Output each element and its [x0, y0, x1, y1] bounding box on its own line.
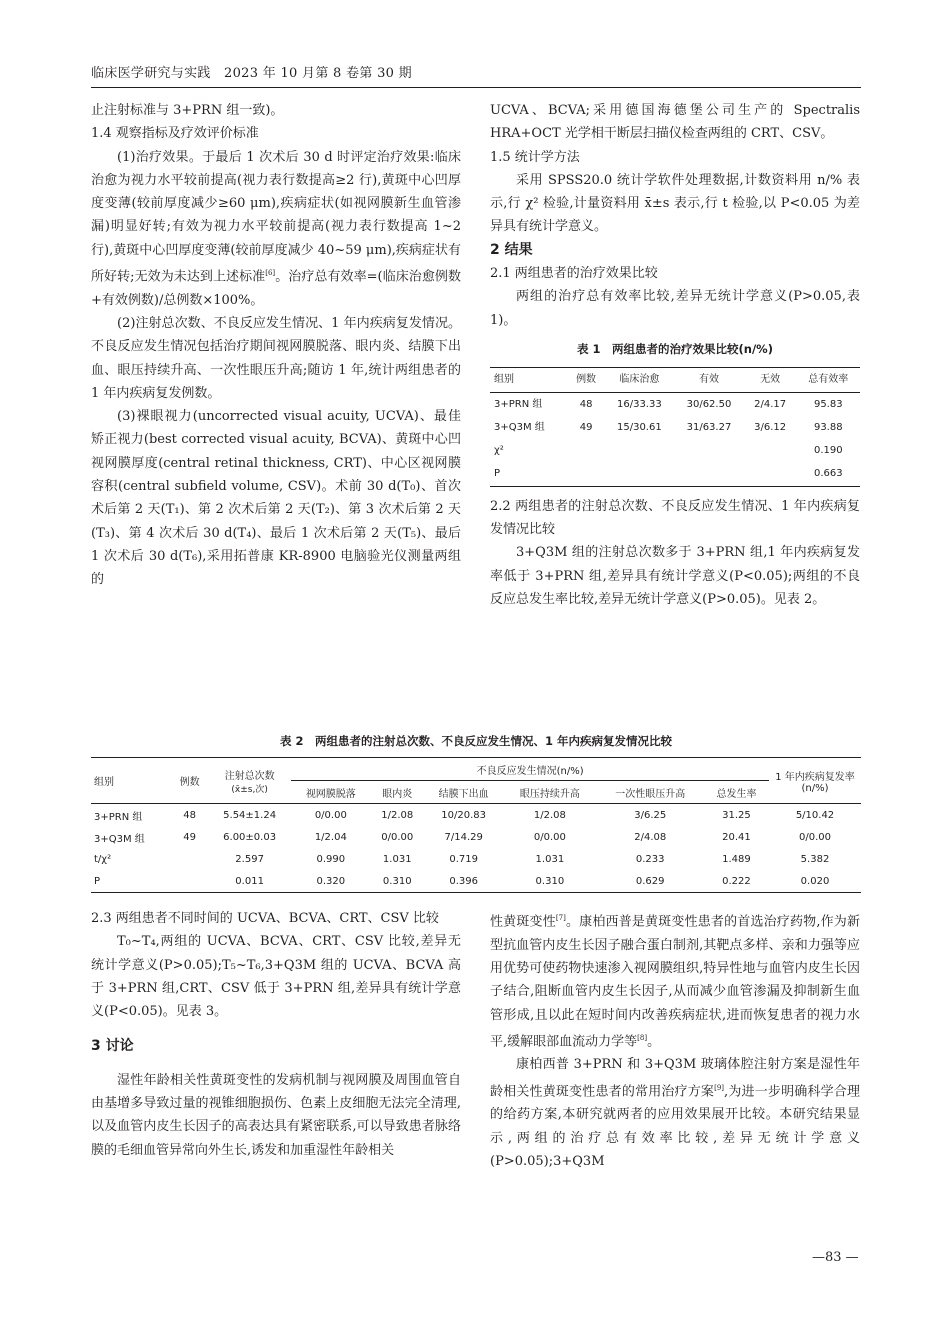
- table2-header: 1 年内疾病复发率(n/%): [769, 758, 861, 804]
- paragraph: T₀~T₄,两组的 UCVA、BCVA、CRT、CSV 比较,差异无统计学意义(P>0.05);T₅~T₆,3+Q3M 组的 UCVA、BCVA 高于 3+PRN 组,CRT、CSV 低于 3+PRN 组,差异具有统计学意义(P<0.05)。见表 3。: [91, 934, 461, 1020]
- table-cell: P: [94, 875, 101, 887]
- table-cell: 5.382: [800, 853, 830, 865]
- paragraph: (2)注射总次数、不良反应发生情况、1 年内疾病复发情况。不良反应发生情况包括治疗期间视网膜脱落、眼内炎、结膜下出血、眼压持续升高、一次性眼压升高;随访 1 年,统计两组患者的 1 年内疾病复发例数。: [91, 316, 461, 401]
- table1-header: 临床治愈: [619, 374, 660, 386]
- table-row: [91, 804, 861, 827]
- table-cell: 0.233: [635, 853, 665, 865]
- table1-header: 无效: [760, 374, 781, 386]
- table2-block: [91, 733, 861, 893]
- table-cell: [171, 848, 208, 870]
- table2-header: 不良反应发生情况(n/%): [291, 758, 769, 781]
- table-cell: [605, 462, 675, 486]
- table-cell: [674, 439, 744, 462]
- table-cell: 0.320: [316, 875, 346, 887]
- section-heading-3: 3 讨论: [91, 1038, 134, 1055]
- paragraph: 止注射标准与 3+PRN 组一致)。: [91, 103, 284, 118]
- table1-header: 有效: [698, 374, 719, 386]
- table2-subheader: 视网膜脱落: [305, 788, 356, 800]
- paragraph: [490, 1053, 860, 1173]
- table-cell: 49: [579, 421, 593, 433]
- table-cell: 0.396: [449, 875, 478, 887]
- table-row: [490, 439, 860, 462]
- header-unit: (x̄±s,次): [231, 784, 268, 795]
- table-cell: 48: [183, 809, 196, 821]
- paragraph: 3+Q3M 组的注射总次数多于 3+PRN 组,1 年内疾病复发率低于 3+PRN 组,差异具有统计学意义(P<0.05);两组的不良反应总发生率比较,差异无统计学意义(P>0.05)。见表 2。: [490, 545, 860, 607]
- table-cell: 0/0.00: [314, 809, 347, 821]
- table2-subheader: 眼压持续升高: [519, 788, 580, 800]
- table1-header: 例数: [576, 374, 597, 386]
- table-cell: t/χ²: [94, 853, 112, 865]
- table-cell: 0.310: [535, 875, 565, 887]
- section-heading-1-4: 1.4 观察指标及疗效评价标准: [91, 126, 259, 142]
- table2-subheader: 眼内炎: [382, 788, 413, 800]
- table2-subheader: 总发生率: [716, 788, 757, 800]
- table-cell: [744, 439, 797, 462]
- table-row: [91, 848, 861, 870]
- table-cell: 3+PRN 组: [494, 398, 543, 410]
- table-cell: 15/30.61: [616, 421, 662, 433]
- table1-header: 总有效率: [808, 374, 849, 386]
- table-cell: 0/0.00: [533, 831, 566, 843]
- table1-header-row: [490, 368, 860, 392]
- table-cell: 7/14.29: [444, 831, 483, 843]
- table-cell: 0.310: [382, 875, 412, 887]
- table2-subheader: 一次性眼压升高: [615, 788, 686, 800]
- page-number: —83 —: [812, 1250, 859, 1265]
- section-heading-2-3: 2.3 两组患者不同时间的 UCVA、BCVA、CRT、CSV 比较: [91, 911, 439, 926]
- table-cell: 6.00±0.03: [223, 831, 277, 843]
- table-cell: 20.41: [722, 831, 751, 843]
- header-text: 注射总次数: [224, 770, 275, 782]
- table-cell: 31.25: [722, 809, 751, 821]
- table-row: [490, 416, 860, 439]
- paragraph: UCVA、BCVA;采用德国海德堡公司生产的 Spectralis HRA+OCT 光学相干断层扫描仪检查两组的 CRT、CSV。: [490, 103, 860, 142]
- table-row: [490, 462, 860, 486]
- upper-right-column: [490, 99, 860, 611]
- table-row: [91, 870, 861, 893]
- citation: [9]: [714, 1083, 725, 1092]
- table-cell: 2/4.08: [634, 831, 667, 843]
- table-cell: 3/6.12: [754, 421, 787, 433]
- table-cell: 0.990: [316, 853, 346, 865]
- lower-left-column: [91, 907, 461, 1162]
- table-cell: 5/10.42: [795, 809, 835, 821]
- section-heading-2: 2 结果: [490, 241, 533, 258]
- journal-header: 临床医学研究与实践 2023 年 10 月第 8 卷第 30 期: [91, 66, 412, 81]
- text: (1)治疗效果。于最后 1 次术后 30 d 时评定治疗效果:临床治愈为视力水平较前提高(视力表行数提高≥2 行),黄斑中心凹厚度变薄(较前厚度减少≥60 μm),疾病症状(如视网膜新生血管渗漏)明显好转;有效为视力水平较前提高(视力表行数提高 1~2 行),黄斑中心凹厚度变薄(较前厚度减少 40~59 μm),疾病症状有所好转;无效为未达到上述标准: [91, 149, 461, 285]
- citation: [7]: [555, 914, 566, 922]
- table2-header: 组别: [91, 758, 171, 804]
- table2-header: 例数: [171, 758, 208, 804]
- table-cell: [605, 439, 675, 462]
- table-cell: 3/6.25: [634, 809, 667, 821]
- table-cell: 2/4.17: [754, 398, 787, 410]
- citation: [8]: [637, 1033, 648, 1042]
- table-cell: 0.663: [813, 468, 843, 480]
- table-cell: 49: [183, 831, 196, 843]
- table2-subheader: 结膜下出血: [438, 788, 489, 800]
- table-cell: 3+Q3M 组: [94, 833, 145, 845]
- table-row: [490, 392, 860, 416]
- lower-right-column: [490, 907, 860, 1173]
- table-cell: 0.020: [800, 875, 830, 887]
- table-cell: 1.031: [535, 853, 565, 865]
- table-cell: 1.031: [382, 853, 412, 865]
- text: 康柏西普 3+PRN 和 3+Q3M 玻璃体腔注射方案是湿性年龄相关性黄斑变性患者的常用治疗方案: [490, 1057, 860, 1100]
- table-cell: 0/0.00: [799, 831, 831, 843]
- section-heading-2-1: 2.1 两组患者的治疗效果比较: [490, 266, 658, 282]
- header-rule: [91, 87, 861, 88]
- table2-header: [208, 758, 291, 804]
- section-heading-2-2: 2.2 两组患者的注射总次数、不良反应发生情况、1 年内疾病复发情况比较: [490, 498, 860, 538]
- table-cell: 0/0.00: [381, 831, 414, 843]
- table-cell: 0.190: [813, 445, 843, 457]
- table-cell: P: [494, 468, 501, 480]
- paragraph: [91, 146, 461, 312]
- table-cell: 10/20.83: [441, 809, 487, 821]
- text: 。: [647, 1034, 661, 1050]
- citation: [6]: [265, 269, 276, 278]
- table-cell: 93.88: [813, 421, 843, 433]
- text: 性黄斑变性: [490, 914, 556, 930]
- table-cell: 5.54±1.24: [223, 809, 277, 821]
- table-cell: [568, 439, 605, 462]
- section-heading-1-5: 1.5 统计学方法: [490, 149, 580, 165]
- table-cell: [744, 462, 797, 486]
- text: ,为进一步明确科学合理的给药方案,本研究就两者的应用效果展开比较。本研究结果显示,两组的治疗总有效率比较,差异无统计学意义(P>0.05);3+Q3M: [490, 1084, 860, 1169]
- text: 。治疗总有效率=(临床治愈例数+有效例数)/总例数×100%。: [91, 269, 461, 308]
- table-cell: 0.222: [722, 875, 751, 887]
- table-cell: 3+Q3M 组: [494, 421, 545, 433]
- table-cell: 16/33.33: [616, 398, 662, 410]
- paragraph: 两组的治疗总有效率比较,差异无统计学意义(P>0.05,表 1)。: [490, 289, 860, 328]
- table-cell: 0.011: [235, 875, 264, 887]
- table-cell: [171, 870, 208, 893]
- table-cell: 2.597: [235, 853, 264, 865]
- table-cell: χ²: [494, 445, 504, 457]
- paragraph: [490, 907, 860, 1053]
- upper-left-column: [91, 99, 461, 592]
- table-cell: [568, 462, 605, 486]
- table1: [490, 367, 860, 486]
- table-cell: 0.629: [635, 875, 665, 887]
- table2-header-row: [91, 758, 861, 781]
- table-cell: 31/63.27: [686, 421, 732, 433]
- table-cell: 30/62.50: [686, 398, 732, 410]
- table-cell: 3+PRN 组: [94, 811, 143, 823]
- table-cell: [674, 462, 744, 486]
- table1-header: 组别: [494, 374, 514, 386]
- table-cell: 1/2.08: [533, 809, 566, 821]
- table-cell: 95.83: [813, 398, 843, 410]
- text: 。康柏西普是黄斑变性患者的首选治疗药物,作为新型抗血管内皮生长因子融合蛋白制剂,其靶点多样、亲和力强等应用优势可使药物快速渗入视网膜组织,特异性地与血管内皮生长因子结合,阻断血管内皮生长因子,从而减少血管渗漏及抑制新生血管形成,且以此在短时间内改善疾病症状,进而恢复患者的视力水平,缓解眼部血流动力学等: [490, 914, 860, 1050]
- paragraph: 湿性年龄相关性黄斑变性的发病机制与视网膜及周围血管自由基增多导致过量的视锥细胞损伤、色素上皮细胞无法完全清理,以及血管内皮生长因子的高表达具有紧密联系,可以导致患者脉络膜的毛细血管异常向外生长,诱发和加重湿性年龄相关: [91, 1072, 461, 1158]
- paragraph: 采用 SPSS20.0 统计学软件处理数据,计数资料用 n/% 表示,行 χ² 检验,计量资料用 x̄±s 表示,行 t 检验,以 P<0.05 为差异具有统计学意义。: [490, 172, 860, 235]
- table2-caption: 表 2 两组患者的注射总次数、不良反应发生情况、1 年内疾病复发情况比较: [279, 734, 672, 748]
- table-row: [91, 826, 861, 848]
- table-cell: 1.489: [722, 853, 751, 865]
- table1-caption: 表 1 两组患者的治疗效果比较(n/%): [577, 341, 773, 356]
- table-cell: 1/2.04: [314, 831, 347, 843]
- table-cell: 0.719: [449, 853, 478, 865]
- table-cell: 1/2.08: [381, 809, 414, 821]
- table-cell: 48: [579, 398, 593, 410]
- paragraph: (3)裸眼视力(uncorrected visual acuity, UCVA)、最佳矫正视力(best corrected visual acuity, BCVA)、黄斑中心凹视网膜厚度(central retinal thickness, CRT)、中心区视网膜容积(central subfield volume, CSV)。术前 30 d(T₀)、首次术后第 2 天(T₁)、第 2 次术后第 2 天(T₂)、第 3 次术后第 2 天(T₃)、第 4 次术后 30 d(T₄)、最后 1 次术后第 2 天(T₅)、最后 1 次术后 30 d(T₆),采用拓普康 KR-8900 电脑验光仪测量两组的: [91, 409, 461, 588]
- table2: [91, 757, 861, 893]
